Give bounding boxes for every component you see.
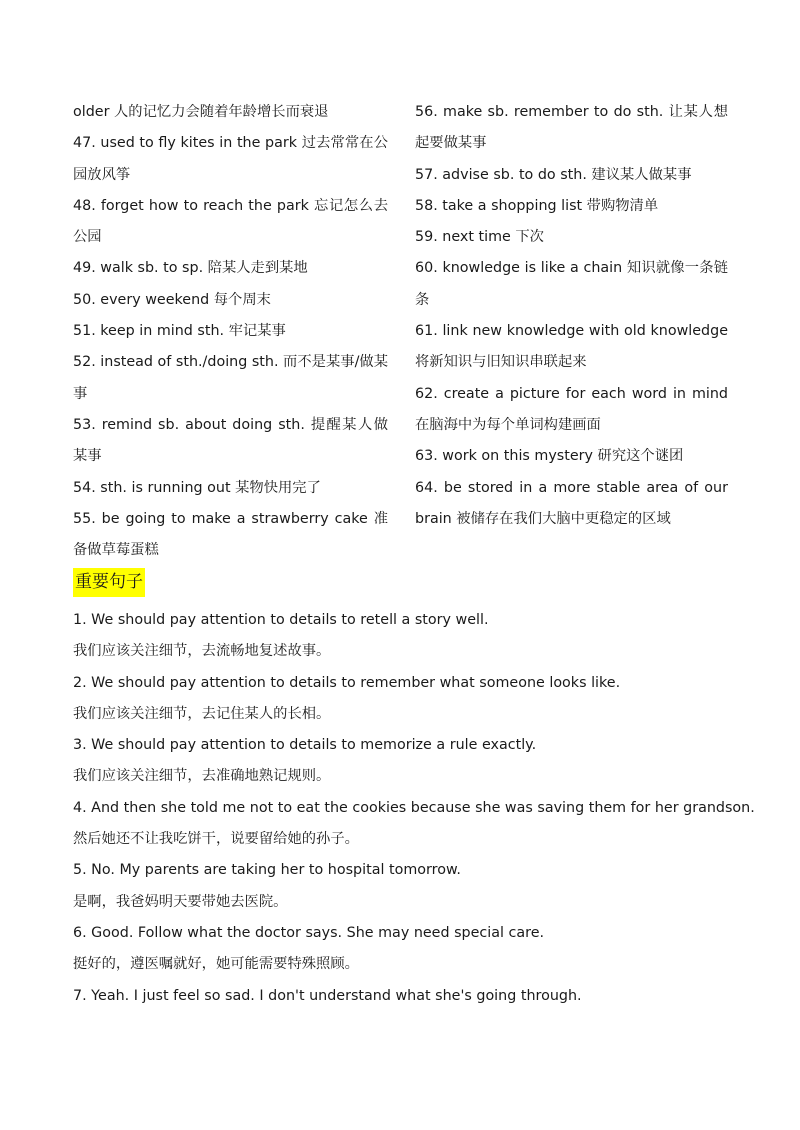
vocab-item-older: older 人的记忆力会随着年龄增长而衰退: [73, 104, 329, 120]
sentence-1-chinese: 我们应该关注细节，去流畅地复述故事。: [73, 643, 331, 660]
vocab-item-54: 54. sth. is running out 某物快用完了: [73, 479, 321, 496]
vocab-item-49: 49. walk sb. to sp. 陪某人走到某地: [73, 260, 308, 277]
sentence-7-english: 7. Yeah. I just feel so sad. I don't understand what she's going through.: [73, 987, 582, 1004]
sentence-2-chinese: 我们应该关注细节，去记住某人的长相。: [73, 705, 331, 722]
vocab-item-64: 64. be stored in a more stable area of our brain 被储存在我们大脑中更稳定的区域: [415, 479, 728, 527]
vocab-item-62: 62. create a picture for each word in mind 在脑海中为每个单词构建画面: [415, 385, 728, 433]
vocab-item-63: 63. work on this mystery 研究这个谜团: [415, 448, 684, 465]
vocab-item-56: 56. make sb. remember to do sth. 让某人想起要做某事: [415, 104, 728, 152]
sentence-3-chinese: 我们应该关注细节，去准确地熟记规则。: [73, 768, 331, 785]
sentence-4-chinese: 然后她还不让我吃饼干，说要留给她的孙子。: [73, 831, 359, 848]
sentence-3-english: 3. We should pay attention to details to memorize a rule exactly.: [73, 737, 537, 754]
vocab-item-59: 59. next time 下次: [415, 229, 544, 246]
sentence-6-chinese: 挺好的，遵医嘱就好，她可能需要特殊照顾。: [73, 956, 359, 973]
sentence-list: [73, 605, 755, 1012]
section-heading-important-sentences: 重要句子: [73, 568, 145, 597]
vocab-item-55: 55. be going to make a strawberry cake 准备做草莓蛋糕: [73, 510, 388, 559]
vocab-item-60: 60. knowledge is like a chain 知识就像一条链条: [415, 260, 728, 308]
sentence-4-english: 4. And then she told me not to eat the cookies because she was saving them for her grandson.: [73, 799, 755, 816]
vocab-item-52: 52. instead of sth./doing sth. 而不是某事/做某事: [73, 354, 388, 402]
vocab-item-48: 48. forget how to reach the park 忘记怎么去公园: [73, 197, 388, 246]
vocab-column-left: [73, 97, 388, 566]
sentence-5-english: 5. No. My parents are taking her to hospital tomorrow.: [73, 862, 461, 879]
sentence-1-english: 1. We should pay attention to details to retell a story well.: [73, 612, 489, 628]
vocab-item-58: 58. take a shopping list 带购物清单: [415, 197, 659, 214]
sentence-6-english: 6. Good. Follow what the doctor says. She may need special care.: [73, 924, 545, 941]
vocab-item-61: 61. link new knowledge with old knowledge 将新知识与旧知识串联起来: [415, 323, 728, 371]
vocab-item-53: 53. remind sb. about doing sth. 提醒某人做某事: [73, 416, 388, 465]
vocab-column-right: [415, 97, 728, 535]
vocab-item-51: 51. keep in mind sth. 牢记某事: [73, 323, 286, 340]
sentence-2-english: 2. We should pay attention to details to remember what someone looks like.: [73, 674, 621, 691]
vocab-item-50: 50. every weekend 每个周末: [73, 291, 271, 308]
vocab-item-47: 47. used to fly kites in the park 过去常常在公园放风筝: [73, 135, 388, 183]
sentence-5-chinese: 是啊，我爸妈明天要带她去医院。: [73, 893, 288, 910]
vocab-item-57: 57. advise sb. to do sth. 建议某人做某事: [415, 166, 692, 183]
